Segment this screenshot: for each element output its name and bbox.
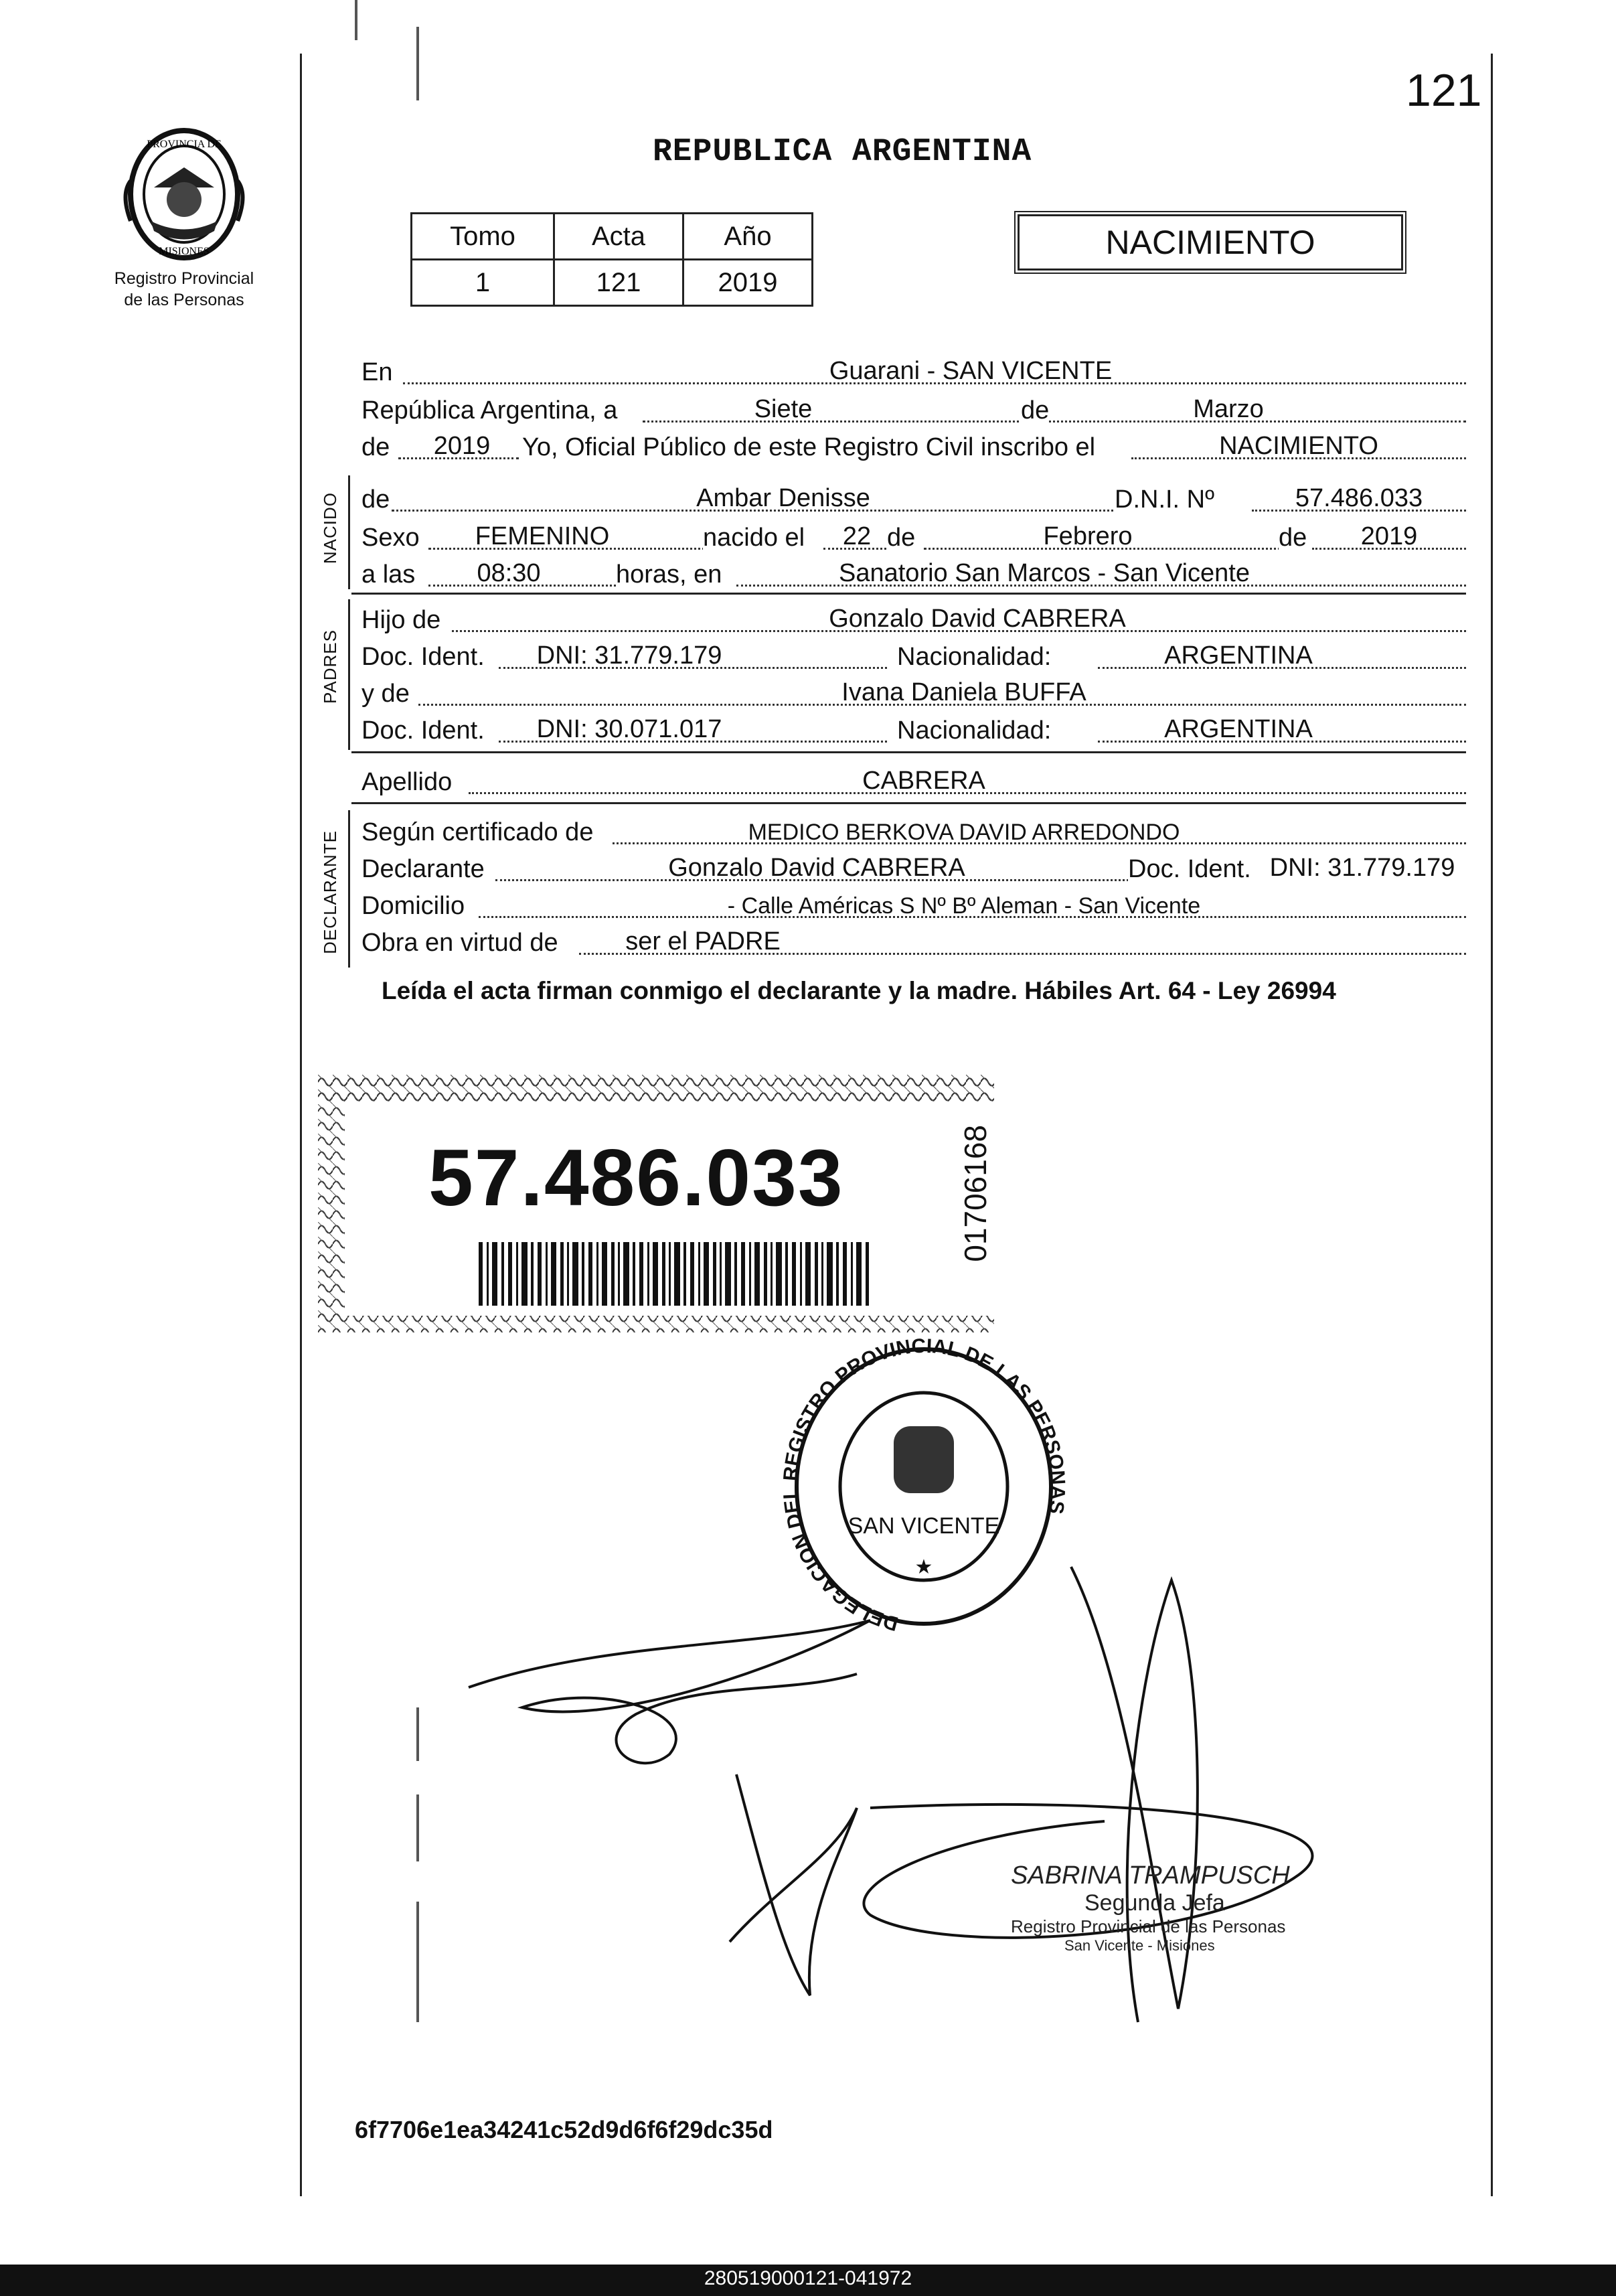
- apellido-value: CABRERA: [862, 767, 985, 795]
- domicilio-row: [361, 887, 1466, 922]
- acta-header-anio: Año: [683, 214, 813, 260]
- en-row: [361, 354, 1466, 388]
- serial-number: 01706168: [958, 1125, 993, 1262]
- father-nac-value: ARGENTINA: [1164, 641, 1313, 670]
- handwritten-signatures: [0, 1540, 1616, 2076]
- inscribo-value: NACIMIENTO: [1219, 432, 1378, 460]
- section-divider: [351, 751, 1466, 753]
- hash-code: 6f7706e1ea34241c52d9d6f6f29dc35d: [355, 2116, 773, 2143]
- en-label: En: [361, 358, 393, 386]
- time-value: 08:30: [477, 559, 541, 587]
- father-doc-row: [361, 638, 1466, 673]
- caption-line: de las Personas: [124, 291, 244, 309]
- acta-table: [410, 212, 813, 307]
- dni-label: D.N.I. Nº: [1115, 485, 1214, 514]
- obra-row: [361, 924, 1466, 959]
- nacido-name-row: [361, 481, 1466, 516]
- mother-doc-value: DNI: 30.071.017: [536, 715, 722, 743]
- year-value: 2019: [433, 432, 491, 460]
- signer-name: SABRINA TRAMPUSCH: [1011, 1861, 1290, 1890]
- registro-caption: [80, 268, 288, 311]
- father-value: Gonzalo David CABRERA: [829, 605, 1126, 633]
- mother-value: Ivana Daniela BUFFA: [841, 678, 1086, 706]
- nacionalidad-label: Nacionalidad:: [897, 643, 1052, 671]
- section-divider: [351, 802, 1466, 804]
- de-label: de: [887, 524, 916, 552]
- y-de-label: y de: [361, 680, 410, 708]
- svg-text:SAN VICENTE: SAN VICENTE: [847, 1513, 1000, 1539]
- declarante-label: DECLARANTE: [320, 830, 340, 954]
- sexo-label: Sexo: [361, 524, 420, 552]
- declarante-row: [361, 850, 1466, 885]
- doc-label: Doc. Ident.: [1128, 855, 1251, 883]
- padres-label: PADRES: [320, 629, 340, 704]
- nacido-el-label: nacido el: [703, 524, 805, 552]
- sexo-value: FEMENINO: [475, 522, 610, 550]
- section-bracket: [348, 599, 350, 750]
- nacido-label: NACIDO: [320, 492, 340, 564]
- apellido-label: Apellido: [361, 768, 453, 796]
- fecha-row: [361, 392, 1466, 427]
- caption-line: Registro Provincial: [114, 269, 254, 288]
- doc-label: Doc. Ident.: [361, 716, 485, 745]
- en-value: Guarani - SAN VICENTE: [829, 357, 1113, 385]
- fold-mark: [416, 27, 419, 100]
- leida-statement: Leída el acta firman conmigo el declarante y la madre. Hábiles Art. 64 - Ley 26994: [382, 977, 1336, 1004]
- a-las-label: a las: [361, 560, 416, 589]
- country-title: REPUBLICA ARGENTINA: [653, 134, 1032, 170]
- fold-mark: [355, 0, 357, 40]
- de-label: de: [1021, 396, 1050, 425]
- day-value: Siete: [754, 395, 813, 423]
- signer-block: [1011, 1861, 1386, 1955]
- horas-label: horas, en: [616, 560, 722, 589]
- record-type-box: NACIMIENTO: [1018, 214, 1403, 271]
- mother-nac-value: ARGENTINA: [1164, 715, 1313, 743]
- nacionalidad-label: Nacionalidad:: [897, 716, 1052, 745]
- section-bracket: [348, 810, 350, 968]
- id-card-number: 57.486.033: [428, 1133, 844, 1223]
- hijo-row: [361, 601, 1466, 636]
- hora-row: [361, 556, 1466, 591]
- svg-text:DELEGACION DEL REGISTRO PROVIN: DELEGACION DEL REGISTRO PROVINCIAL DE LAS PERSONAS: [779, 1334, 1069, 1635]
- declarante-value: Gonzalo David CABRERA: [668, 854, 965, 882]
- doc-label: Doc. Ident.: [361, 643, 485, 671]
- footer-code: 280519000121-041972: [704, 2267, 912, 2289]
- segun-value: MEDICO BERKOVA DAVID ARREDONDO: [748, 820, 1180, 845]
- place-value: Sanatorio San Marcos - San Vicente: [839, 559, 1250, 587]
- sexo-row: [361, 519, 1466, 554]
- birth-day-value: 22: [842, 522, 872, 550]
- y-de-row: [361, 675, 1466, 710]
- domicilio-value: - Calle Américas S Nº Bº Aleman - San Vicente: [727, 893, 1201, 919]
- svg-text:MISIONES: MISIONES: [159, 246, 210, 257]
- segun-label: Según certificado de: [361, 818, 594, 846]
- page-number: 121: [1406, 65, 1482, 116]
- acta-value-tomo: 1: [412, 260, 554, 306]
- acta-header-acta: Acta: [554, 214, 683, 260]
- svg-text:★: ★: [914, 1556, 933, 1578]
- section-divider: [351, 593, 1466, 595]
- month-value: Marzo: [1193, 395, 1264, 423]
- obra-label: Obra en virtud de: [361, 929, 558, 957]
- declarante-doc-value: DNI: 31.779.179: [1269, 854, 1455, 882]
- mother-doc-row: [361, 712, 1466, 747]
- domicilio-label: Domicilio: [361, 892, 465, 920]
- yo-text: Yo, Oficial Público de este Registro Civil inscribo el: [522, 433, 1096, 461]
- section-bracket: [348, 475, 350, 589]
- birth-year-value: 2019: [1360, 522, 1418, 550]
- de-label-2: de: [361, 433, 390, 461]
- father-doc-value: DNI: 31.779.179: [536, 641, 722, 670]
- signer-org: Registro Provincial de las Personas: [1011, 1916, 1286, 1936]
- de-label-2: de: [1279, 524, 1307, 552]
- signer-role: Segunda Jefa: [1084, 1890, 1225, 1916]
- acta-value-acta: 121: [554, 260, 683, 306]
- segun-row: [361, 814, 1466, 848]
- svg-text:PROVINCIA DE: PROVINCIA DE: [147, 139, 222, 150]
- dni-value: 57.486.033: [1295, 484, 1423, 512]
- obra-value: ser el PADRE: [625, 927, 781, 955]
- declarante-label-text: Declarante: [361, 855, 485, 883]
- birth-month-value: Febrero: [1043, 522, 1133, 550]
- acta-header-tomo: Tomo: [412, 214, 554, 260]
- republica-label: República Argentina, a: [361, 396, 618, 425]
- anio-row: [361, 429, 1466, 463]
- name-value: Ambar Denisse: [696, 484, 870, 512]
- registro-provincial-logo: [114, 121, 254, 268]
- apellido-row: [361, 763, 1466, 798]
- de-label: de: [361, 485, 390, 514]
- signer-place: San Vicente - Misiones: [1064, 1937, 1215, 1954]
- acta-value-anio: 2019: [683, 260, 813, 306]
- hijo-label: Hijo de: [361, 606, 441, 634]
